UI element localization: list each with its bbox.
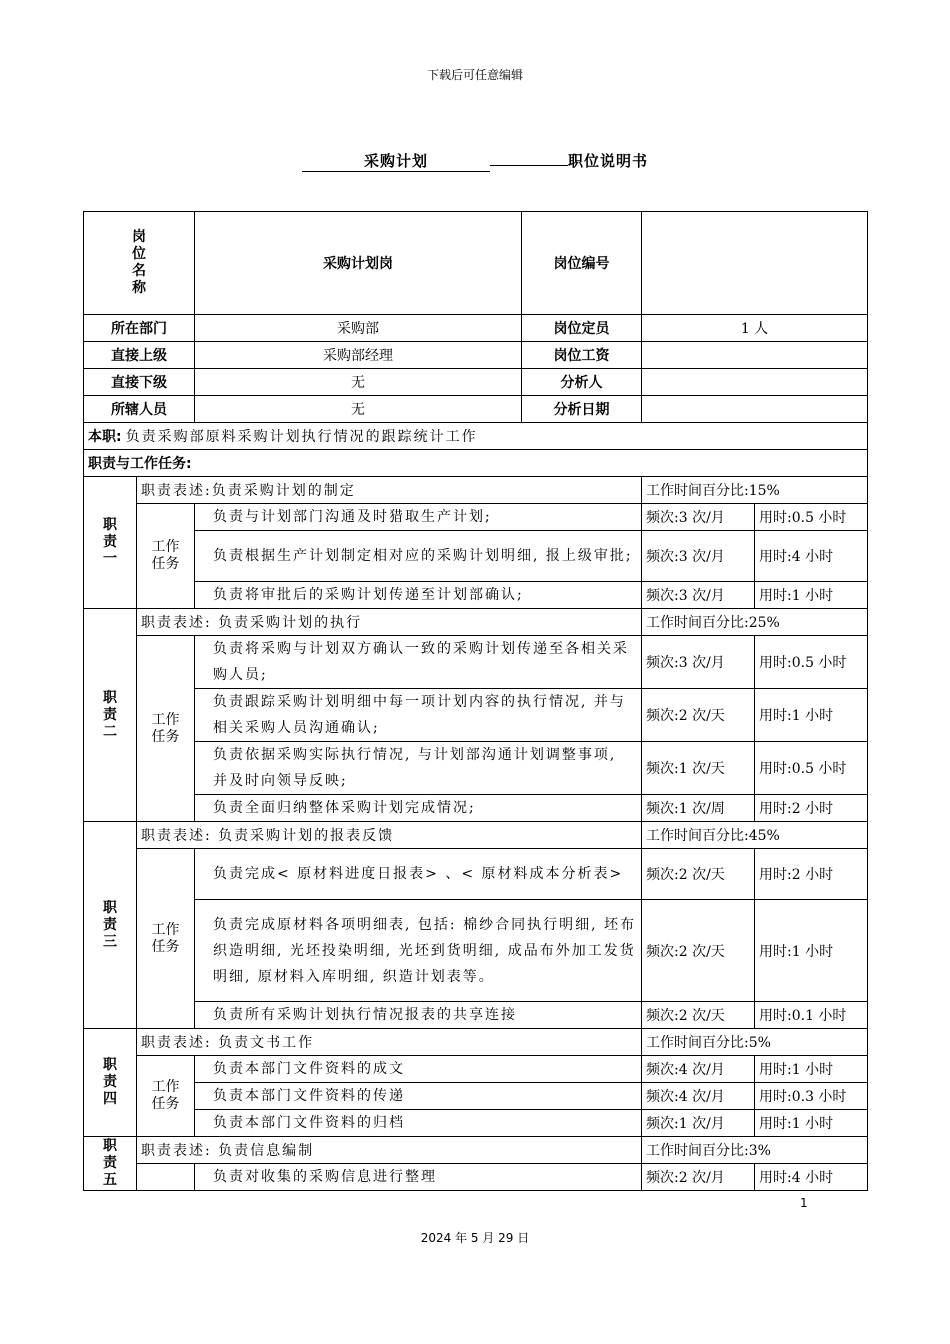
duty-time-percent: 工作时间百分比:3%: [642, 1137, 868, 1164]
duty-main-label: 本职:: [88, 429, 122, 445]
duty-label: 职 责 三: [84, 822, 137, 1029]
task-text: 负责本部门文件资料的传递: [195, 1083, 642, 1110]
task-text: 负责全面归纳整体采购计划完成情况;: [195, 795, 642, 822]
duties-heading: 职责与工作任务:: [84, 450, 868, 477]
job-description-table: [83, 211, 868, 1191]
title-position: 采购计划: [302, 150, 490, 172]
post-name-value: 采购计划岗: [195, 212, 522, 315]
duty-label: 职 责 一: [84, 477, 137, 609]
duty-main-row: [84, 423, 868, 450]
post-name-label: 岗 位 名 称: [84, 212, 195, 315]
work-task-label: 工作 任务: [137, 636, 195, 822]
task-text: 负责依据采购实际执行情况, 与计划部沟通计划调整事项, 并及时向领导反映;: [195, 742, 642, 795]
task-hours: 用时:1 小时: [755, 900, 868, 1002]
salary-value: [642, 342, 868, 369]
duty-description: 职责表述:负责采购计划的制定: [137, 477, 642, 504]
task-text: 负责根据生产计划制定相对应的采购计划明细, 报上级审批;: [195, 531, 642, 582]
duty-time-percent: 工作时间百分比:15%: [642, 477, 868, 504]
subordinate-label: 直接下级: [84, 369, 195, 396]
work-task-label: 工作 任务: [137, 849, 195, 1029]
task-hours: 用时:2 小时: [755, 795, 868, 822]
task-frequency: 频次:3 次/月: [642, 582, 755, 609]
task-frequency: 频次:2 次/天: [642, 849, 755, 900]
duty-description: 职责表述: 负责采购计划的执行: [137, 609, 642, 636]
task-frequency: 频次:2 次/天: [642, 689, 755, 742]
task-text: 负责完成原材料各项明细表, 包括: 棉纱合同执行明细, 坯布织造明细, 光坯投染明细, 光坯到货明细, 成品布外加工发货明细, 原材料入库明细, 织造计划表等。: [195, 900, 642, 1002]
duty-label: 职 责 五: [84, 1137, 137, 1191]
work-task-label-empty: [137, 1164, 195, 1191]
staff-value: 无: [195, 396, 522, 423]
duty-label: 职 责 二: [84, 609, 137, 822]
headcount-value: 1 人: [642, 315, 868, 342]
task-text: 负责跟踪采购计划明细中每一项计划内容的执行情况, 并与相关采购人员沟通确认;: [195, 689, 642, 742]
task-text: 负责将采购与计划双方确认一致的采购计划传递至各相关采购人员;: [195, 636, 642, 689]
task-hours: 用时:1 小时: [755, 689, 868, 742]
headcount-label: 岗位定员: [522, 315, 642, 342]
task-text: 负责所有采购计划执行情况报表的共享连接: [195, 1002, 642, 1029]
dept-label: 所在部门: [84, 315, 195, 342]
task-hours: 用时:1 小时: [755, 1110, 868, 1137]
task-text: 负责对收集的采购信息进行整理: [195, 1164, 642, 1191]
page-number: 1: [800, 1196, 808, 1210]
title-suffix: 职位说明书: [567, 152, 648, 170]
analyst-label: 分析人: [522, 369, 642, 396]
task-hours: 用时:2 小时: [755, 849, 868, 900]
task-frequency: 频次:3 次/月: [642, 504, 755, 531]
task-text: 负责完成< 原材料进度日报表> 、< 原材料成本分析表>: [195, 849, 642, 900]
task-frequency: 频次:2 次/天: [642, 1002, 755, 1029]
post-code-label: 岗位编号: [522, 212, 642, 315]
task-frequency: 频次:3 次/月: [642, 636, 755, 689]
task-frequency: 频次:1 次/天: [642, 742, 755, 795]
task-text: 负责本部门文件资料的归档: [195, 1110, 642, 1137]
duty-main-text: 负责采购部原料采购计划执行情况的跟踪统计工作: [125, 429, 478, 445]
title-underline: [490, 165, 568, 166]
task-frequency: 频次:2 次/天: [642, 900, 755, 1002]
task-hours: 用时:0.1 小时: [755, 1002, 868, 1029]
analysis-date-value: [642, 396, 868, 423]
duty-description: 职责表述: 负责采购计划的报表反馈: [137, 822, 642, 849]
work-task-label: 工作 任务: [137, 504, 195, 609]
duty-time-percent: 工作时间百分比:5%: [642, 1029, 868, 1056]
work-task-label: 工作 任务: [137, 1056, 195, 1137]
footer-date: 2024 年 5 月 29 日: [420, 1231, 530, 1245]
dept-value: 采购部: [195, 315, 522, 342]
post-code-value: [642, 212, 868, 315]
salary-label: 岗位工资: [522, 342, 642, 369]
staff-label: 所辖人员: [84, 396, 195, 423]
task-frequency: 频次:2 次/月: [642, 1164, 755, 1191]
task-frequency: 频次:4 次/月: [642, 1056, 755, 1083]
task-hours: 用时:0.5 小时: [755, 636, 868, 689]
subordinate-value: 无: [195, 369, 522, 396]
analysis-date-label: 分析日期: [522, 396, 642, 423]
superior-value: 采购部经理: [195, 342, 522, 369]
task-text: 负责与计划部门沟通及时猎取生产计划;: [195, 504, 642, 531]
duty-time-percent: 工作时间百分比:45%: [642, 822, 868, 849]
task-text: 负责将审批后的采购计划传递至计划部确认;: [195, 582, 642, 609]
duty-time-percent: 工作时间百分比:25%: [642, 609, 868, 636]
task-hours: 用时:0.5 小时: [755, 742, 868, 795]
document-title: [0, 150, 950, 172]
task-frequency: 频次:4 次/月: [642, 1083, 755, 1110]
task-frequency: 频次:1 次/月: [642, 1110, 755, 1137]
task-frequency: 频次:1 次/周: [642, 795, 755, 822]
task-hours: 用时:1 小时: [755, 582, 868, 609]
task-text: 负责本部门文件资料的成文: [195, 1056, 642, 1083]
task-hours: 用时:1 小时: [755, 1056, 868, 1083]
task-frequency: 频次:3 次/月: [642, 531, 755, 582]
duty-description: 职责表述: 负责信息编制: [137, 1137, 642, 1164]
analyst-value: [642, 369, 868, 396]
duty-description: 职责表述: 负责文书工作: [137, 1029, 642, 1056]
header-note: 下载后可任意编辑: [426, 68, 523, 82]
task-hours: 用时:0.5 小时: [755, 504, 868, 531]
task-hours: 用时:0.3 小时: [755, 1083, 868, 1110]
task-hours: 用时:4 小时: [755, 1164, 868, 1191]
superior-label: 直接上级: [84, 342, 195, 369]
task-hours: 用时:4 小时: [755, 531, 868, 582]
duty-label: 职 责 四: [84, 1029, 137, 1137]
